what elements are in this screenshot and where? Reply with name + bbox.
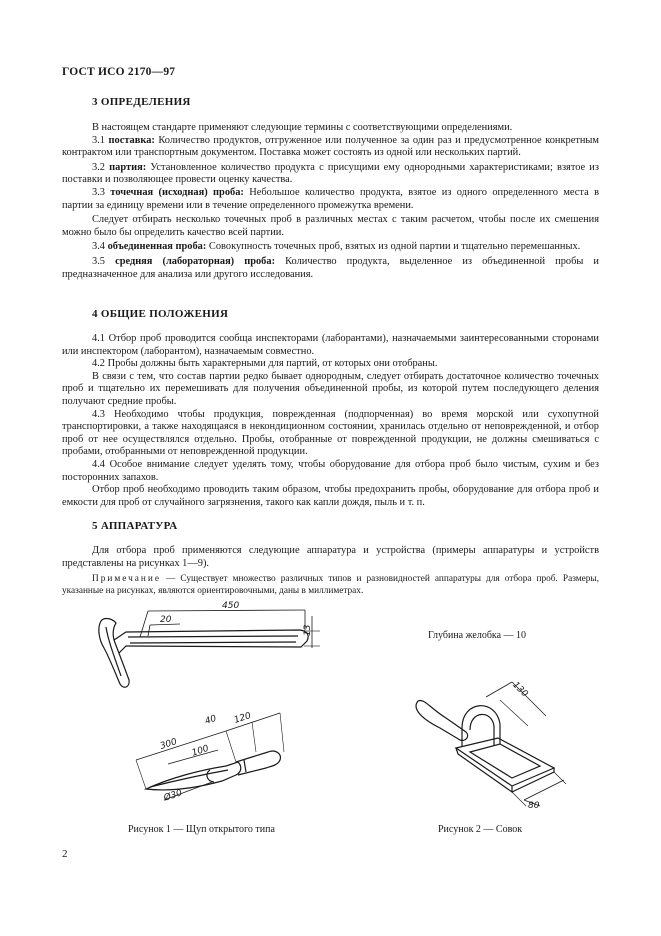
dim-20-label: 20 [160, 615, 172, 625]
note-text: — Существует множество различных типов и разновидностей аппаратуры для отбора проб. Размеры, указанные на рисунках, являются ориентировочными, даны в миллиметрах. [62, 574, 599, 596]
figure-2-caption: Рисунок 2 — Совок [438, 824, 523, 835]
section-3-title: 3 ОПРЕДЕЛЕНИЯ [92, 96, 191, 108]
clause-4-4-extra: Отбор проб необходимо проводить таким образом, чтобы предохранить пробы, оборудование для отбора проб и емкости для проб от случайного загрязнения, такого как капли дождя, пыль и т. п. [62, 484, 599, 508]
dim-80-label: 80 [528, 801, 540, 811]
definition-3-3: 3.3 точечная (исходная) проба: Небольшое количество продукта, взятое из одного определенного места в партии за единицу времени или в течение определенного промежутка времени. [62, 186, 599, 211]
dim-450-label: 450 [222, 601, 240, 611]
definition-3-1: 3.1 поставка: Количество продуктов, отгруженное или полученное за один раз и предусмотренное конкретным контрактом или транспортным документом. Поставка может состоять из одной или нескольких партий. [62, 134, 599, 159]
dim-300-label: 300 [158, 737, 179, 752]
dim-100-label: 100 [190, 743, 211, 759]
clause-4-2-extra: В связи с тем, что состав партии редко бывает однородным, следует отбирать достаточное количество точечных проб и тщательно их перемешивать для получения объединенной пробы, из которой путем последующего деления получают средние пробы. [62, 370, 599, 407]
definition-3-4: 3.4 объединенная проба: Совокупность точечных проб, взятых из одной партии и тщательно перемешанных. [92, 241, 581, 253]
definition-3-3-extra: Следует отбирать несколько точечных проб в различных местах с таким расчетом, чтобы после их смешения можно было бы определить качество всей партии. [62, 214, 599, 238]
section-5-intro: Для отбора проб применяются следующие аппаратура и устройства (примеры аппаратуры и устройств представлены на рисунках 1—9). [62, 545, 599, 569]
dim-d30-label: Ø30 [162, 788, 184, 804]
note-label: Примечание [92, 574, 161, 584]
document-header: ГОСТ ИСО 2170—97 [62, 66, 176, 78]
clause-4-1: 4.1 Отбор проб проводится сообща инспекторами (лаборантами), назначаемыми заинтересованными сторонами или инспектором (лаборантом), назначаемым совместно. [62, 333, 599, 357]
figure-2-depth-note: Глубина желобка — 10 [428, 630, 527, 641]
clause-4-3: 4.3 Необходимо чтобы продукция, поврежденная (подпорченная) во время морской или сухопутной транспортировки, а также находящаяся в некондиционном состоянии, хранилась отдельно от неповрежденной, и отбор проб от нее осуществлялся отдельно. Пробы, отобранные от поврежденной продукции, не должны смешиваться с пробами, отобранными от неповрежденной продукции. [62, 408, 599, 458]
section-3-intro: В настоящем стандарте применяют следующие термины с соответствующими определениями. [92, 122, 513, 133]
figure-1-caption: Рисунок 1 — Щуп открытого типа [128, 824, 275, 835]
clause-4-2: 4.2 Пробы должны быть характерными для партий, от которых они отобраны. [92, 358, 438, 370]
section-5-title: 5 АППАРАТУРА [92, 520, 178, 532]
dim-120-label: 120 [232, 711, 253, 726]
clause-4-4: 4.4 Особое внимание следует уделять тому, чтобы оборудование для отбора проб было чистым, сухим и без посторонних запахов. [62, 458, 599, 483]
definition-3-2: 3.2 партия: Установленное количество продукта с присущими ему однородными характеристиками; взятое из поставки и позволяющее провести оценку качества. [62, 161, 599, 186]
dim-13-label: 13 [303, 624, 313, 636]
definition-3-5: 3.5 средняя (лабораторная) проба: Количество продукта, выделенное из объединенной пробы и предназначенное для анализа или другого исследования. [62, 255, 599, 280]
dim-130-label: 130 [510, 680, 530, 700]
section-4-title: 4 ОБЩИЕ ПОЛОЖЕНИЯ [92, 308, 229, 320]
dim-40-label: 40 [203, 713, 218, 727]
page-number: 2 [62, 848, 68, 860]
